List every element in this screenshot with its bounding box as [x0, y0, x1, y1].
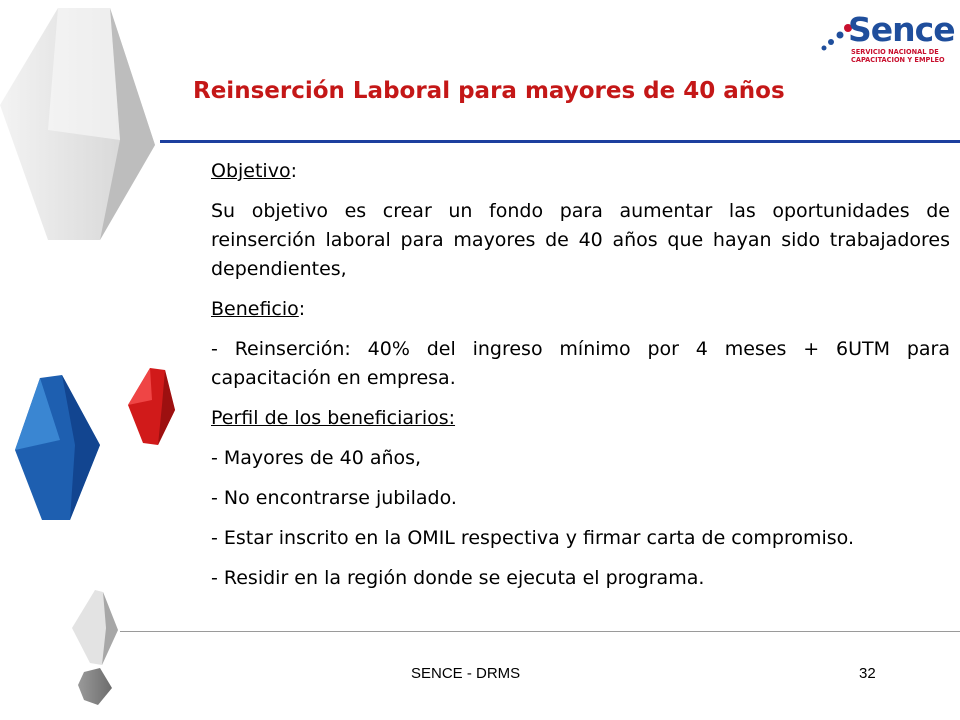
benefit-text: - Reinserción: 40% del ingreso mínimo por 4 meses + 6UTM para capacitación en empresa.: [211, 338, 950, 389]
objective-text: Su objetivo es crear un fondo para aumentar las oportunidades de reinserción laboral para mayores de 40 años que hayan sido trabajadores dependientes,: [211, 200, 950, 280]
footer-text: SENCE - DRMS: [411, 665, 521, 682]
profile-item: - Residir en la región donde se ejecuta el programa.: [211, 567, 705, 589]
profile-heading-line: [211, 404, 950, 433]
title-underline: [160, 140, 960, 143]
small-gray-gem: [72, 590, 118, 665]
slide-content: [211, 157, 950, 604]
red-gem: [128, 368, 175, 445]
blue-gem: [15, 375, 100, 520]
profile-item: - Estar inscrito en la OMIL respectiva y firmar carta de compromiso.: [211, 527, 854, 549]
large-gray-gem: [0, 8, 155, 240]
sence-logo: [818, 10, 958, 70]
page-number: 32: [859, 665, 876, 682]
profile-item: - No encontrarse jubilado.: [211, 487, 457, 509]
profile-heading: Perfil de los beneficiarios:: [211, 407, 456, 429]
logo-tagline-line1: SERVICIO NACIONAL DE: [851, 48, 939, 56]
benefit-heading: Beneficio: [211, 298, 299, 320]
slide-title: Reinserción Laboral para mayores de 40 años: [193, 78, 785, 104]
profile-item: - Mayores de 40 años,: [211, 447, 422, 469]
logo-tagline-line2: CAPACITACION Y EMPLEO: [851, 56, 945, 64]
logo-tagline: [851, 48, 945, 64]
logo-wordmark: Sence: [848, 10, 955, 49]
objective-heading-line: Objetivo:: [211, 160, 297, 182]
objective-heading: Objetivo: [211, 160, 291, 182]
dark-gray-gem: [78, 668, 112, 705]
footer-rule: [120, 631, 960, 632]
benefit-heading-line: Beneficio:: [211, 298, 306, 320]
decorative-gems: [0, 0, 200, 720]
